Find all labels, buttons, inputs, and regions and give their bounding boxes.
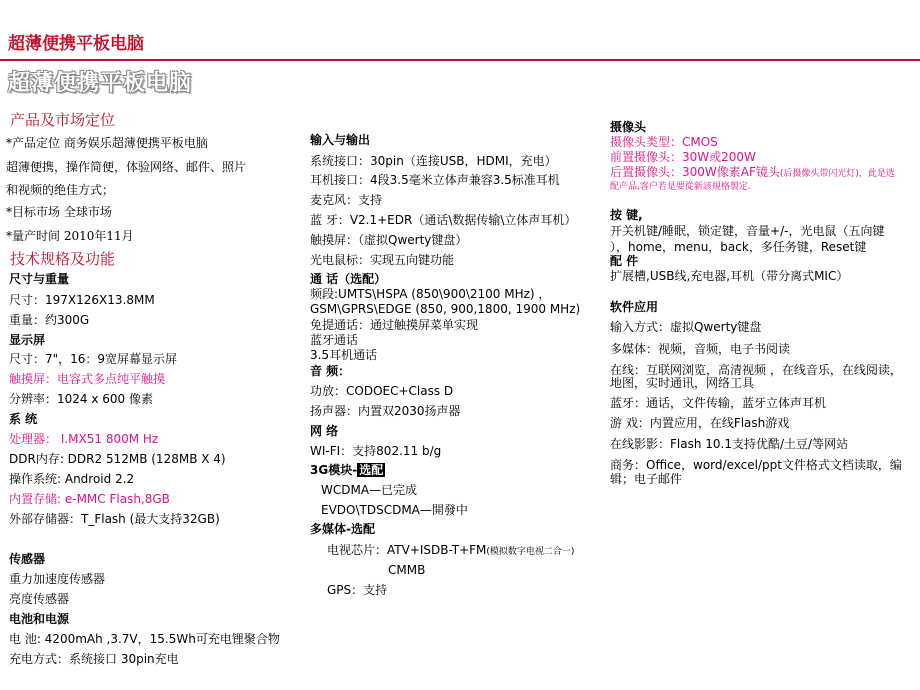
sensor-line: 亮度传感器 [9, 592, 70, 606]
positioning-line: *量产时间 2010年11月 [6, 229, 134, 243]
io-line: 耳机接口：4段3.5毫米立体声兼容3.5标准耳机 [310, 173, 560, 187]
audio-line: 扬声器：内置双2030扬声器 [310, 404, 461, 418]
audio-line: 功放：CODOEC+Class D [310, 384, 454, 398]
display-touch: 触摸屏：电容式多点纯平触摸 [9, 372, 166, 386]
camera-rear-label: 后置摄像头：300W像素AF镜头 [610, 165, 780, 179]
software-online: 在线：互联网浏览，高清视频 ，在线音乐，在线阅读， [610, 363, 902, 377]
software-heading: 软件应用 [610, 300, 659, 314]
wifi-line: WI-FI：支持802.11 b/g [310, 444, 442, 458]
software-input: 输入方式：虚拟Qwerty键盘 [610, 320, 762, 334]
outline-banner: 超薄便携平板电脑 [8, 71, 193, 96]
audio-heading: 音 频： [310, 364, 351, 378]
cpu-line: 处理器： I.MX51 800M Hz [9, 432, 159, 446]
software-games: 游 戏：内置应用，在线Flash游戏 [610, 416, 790, 430]
page-title: 超薄便携平板电脑 [8, 34, 144, 54]
spec-heading: 技术规格及功能 [10, 250, 116, 268]
software-online: 地图，实时通讯，网络工具 [610, 376, 755, 390]
weight-line: 重量：约300G [9, 313, 90, 327]
software-media: 多媒体：视频，音频，电子书阅读 [610, 342, 791, 356]
positioning-heading: 产品及市场定位 [10, 111, 116, 129]
io-heading: 输入与输出 [310, 133, 371, 147]
camera-type: 摄像头类型：CMOS [610, 135, 718, 149]
camera-rear-note-2: 配产品,客户若是要從新該規格製定. [610, 182, 751, 192]
positioning-line: 超薄便携，操作简便，体验网络、邮件、照片 [6, 160, 247, 174]
multimedia-heading: 多媒体-选配 [310, 522, 375, 536]
call-line: 3.5耳机通话 [310, 348, 378, 362]
io-line: 触摸屏：（虚拟Qwerty键盘） [310, 233, 468, 247]
network-heading: 网 络 [310, 424, 339, 438]
camera-rear [610, 165, 895, 181]
accessories-line: 扩展槽,USB线,充电器,耳机（带分离式MIC） [610, 269, 849, 283]
charge-line: 充电方式：系统接口 30pin充电 [9, 652, 179, 666]
call-line: 频段:UMTS\HSPA (850\900\2100 MHz) ， [310, 287, 551, 301]
system-heading: 系 统 [9, 412, 38, 426]
tv-note: (模拟数字电视二合一) [486, 547, 575, 557]
storage-line: 内置存储: e-MMC Flash,8GB [9, 492, 170, 506]
size-heading: 尺寸与重量 [9, 272, 70, 286]
io-line: 麦克风：支持 [310, 193, 383, 207]
sensor-line: 重力加速度传感器 [9, 572, 106, 586]
keys-heading: 按 键, [610, 208, 643, 222]
call-heading: 通 话（选配） [310, 272, 387, 286]
g3-heading-label: 3G模块- [310, 463, 358, 477]
display-size: 尺寸：7"，16：9宽屏幕显示屏 [9, 352, 178, 366]
display-heading: 显示屏 [9, 333, 46, 347]
call-line: GSM\GPRS\EDGE (850, 900,1800, 1900 MHz) [310, 302, 581, 316]
gps-line: GPS：支持 [327, 583, 388, 597]
ext-storage-line: 外部存储器：T_Flash (最大支持32GB) [9, 512, 220, 526]
tv-chip-label: 电视芯片：ATV+ISDB-T+FM [327, 543, 487, 557]
io-line: 蓝 牙：V2.1+EDR（通话\数据传输\立体声耳机） [310, 213, 577, 227]
software-movies: 在线影影：Flash 10.1支持优酷/土豆/等网站 [610, 437, 849, 451]
g3-optional-tag: 选配 [359, 463, 384, 477]
title-divider [0, 59, 920, 61]
call-line: 蓝牙通话 [310, 333, 359, 347]
ddr-line: DDR内存: DDR2 512MB (128MB X 4) [9, 452, 226, 466]
power-heading: 电池和电源 [9, 612, 70, 626]
software-business: 辑；电子邮件 [610, 472, 683, 486]
g3-line: EVDO\TDSCDMA—開發中 [321, 503, 468, 517]
io-line: 系统接口：30pin（连接USB，HDMI，充电） [310, 154, 557, 168]
software-bluetooth: 蓝牙：通话，文件传输，蓝牙立体声耳机 [610, 396, 827, 410]
g3-heading [310, 463, 385, 477]
keys-line: 开关机键/睡眠，锁定键，音量+/-，光电鼠（五向键 [610, 224, 885, 238]
camera-front: 前置摄像头：30W或200W [610, 150, 756, 164]
io-line: 光电鼠标：实现五向键功能 [310, 253, 455, 267]
positioning-line: *目标市场 全球市场 [6, 205, 112, 219]
display-resolution: 分辨率：1024 x 600 像素 [9, 392, 153, 406]
camera-rear-note: (后摄像头带闪光灯)，此是选 [779, 169, 895, 179]
camera-heading: 摄像头 [610, 120, 647, 134]
sensor-heading: 传感器 [9, 552, 46, 566]
g3-line: WCDMA—已完成 [321, 483, 418, 497]
battery-line: 电 池: 4200mAh ,3.7V，15.5Wh可充电锂聚合物 [9, 632, 280, 646]
size-line: 尺寸：197X126X13.8MM [9, 293, 155, 307]
call-line: 免提通话：通过触摸屏菜单实现 [310, 318, 479, 332]
tv-line [327, 543, 574, 559]
os-line: 操作系统: Android 2.2 [9, 472, 135, 486]
cmmb-line: CMMB [388, 563, 426, 577]
keys-line: ），home，menu，back，多任务键，Reset键 [610, 240, 867, 254]
software-business: 商务：Office，word/excel/ppt文件格式文档读取，编 [610, 458, 902, 472]
positioning-line: 和视频的绝佳方式； [6, 183, 115, 197]
positioning-line: *产品定位 商务娱乐超薄便携平板电脑 [6, 136, 208, 150]
accessories-heading: 配 件 [610, 254, 639, 268]
